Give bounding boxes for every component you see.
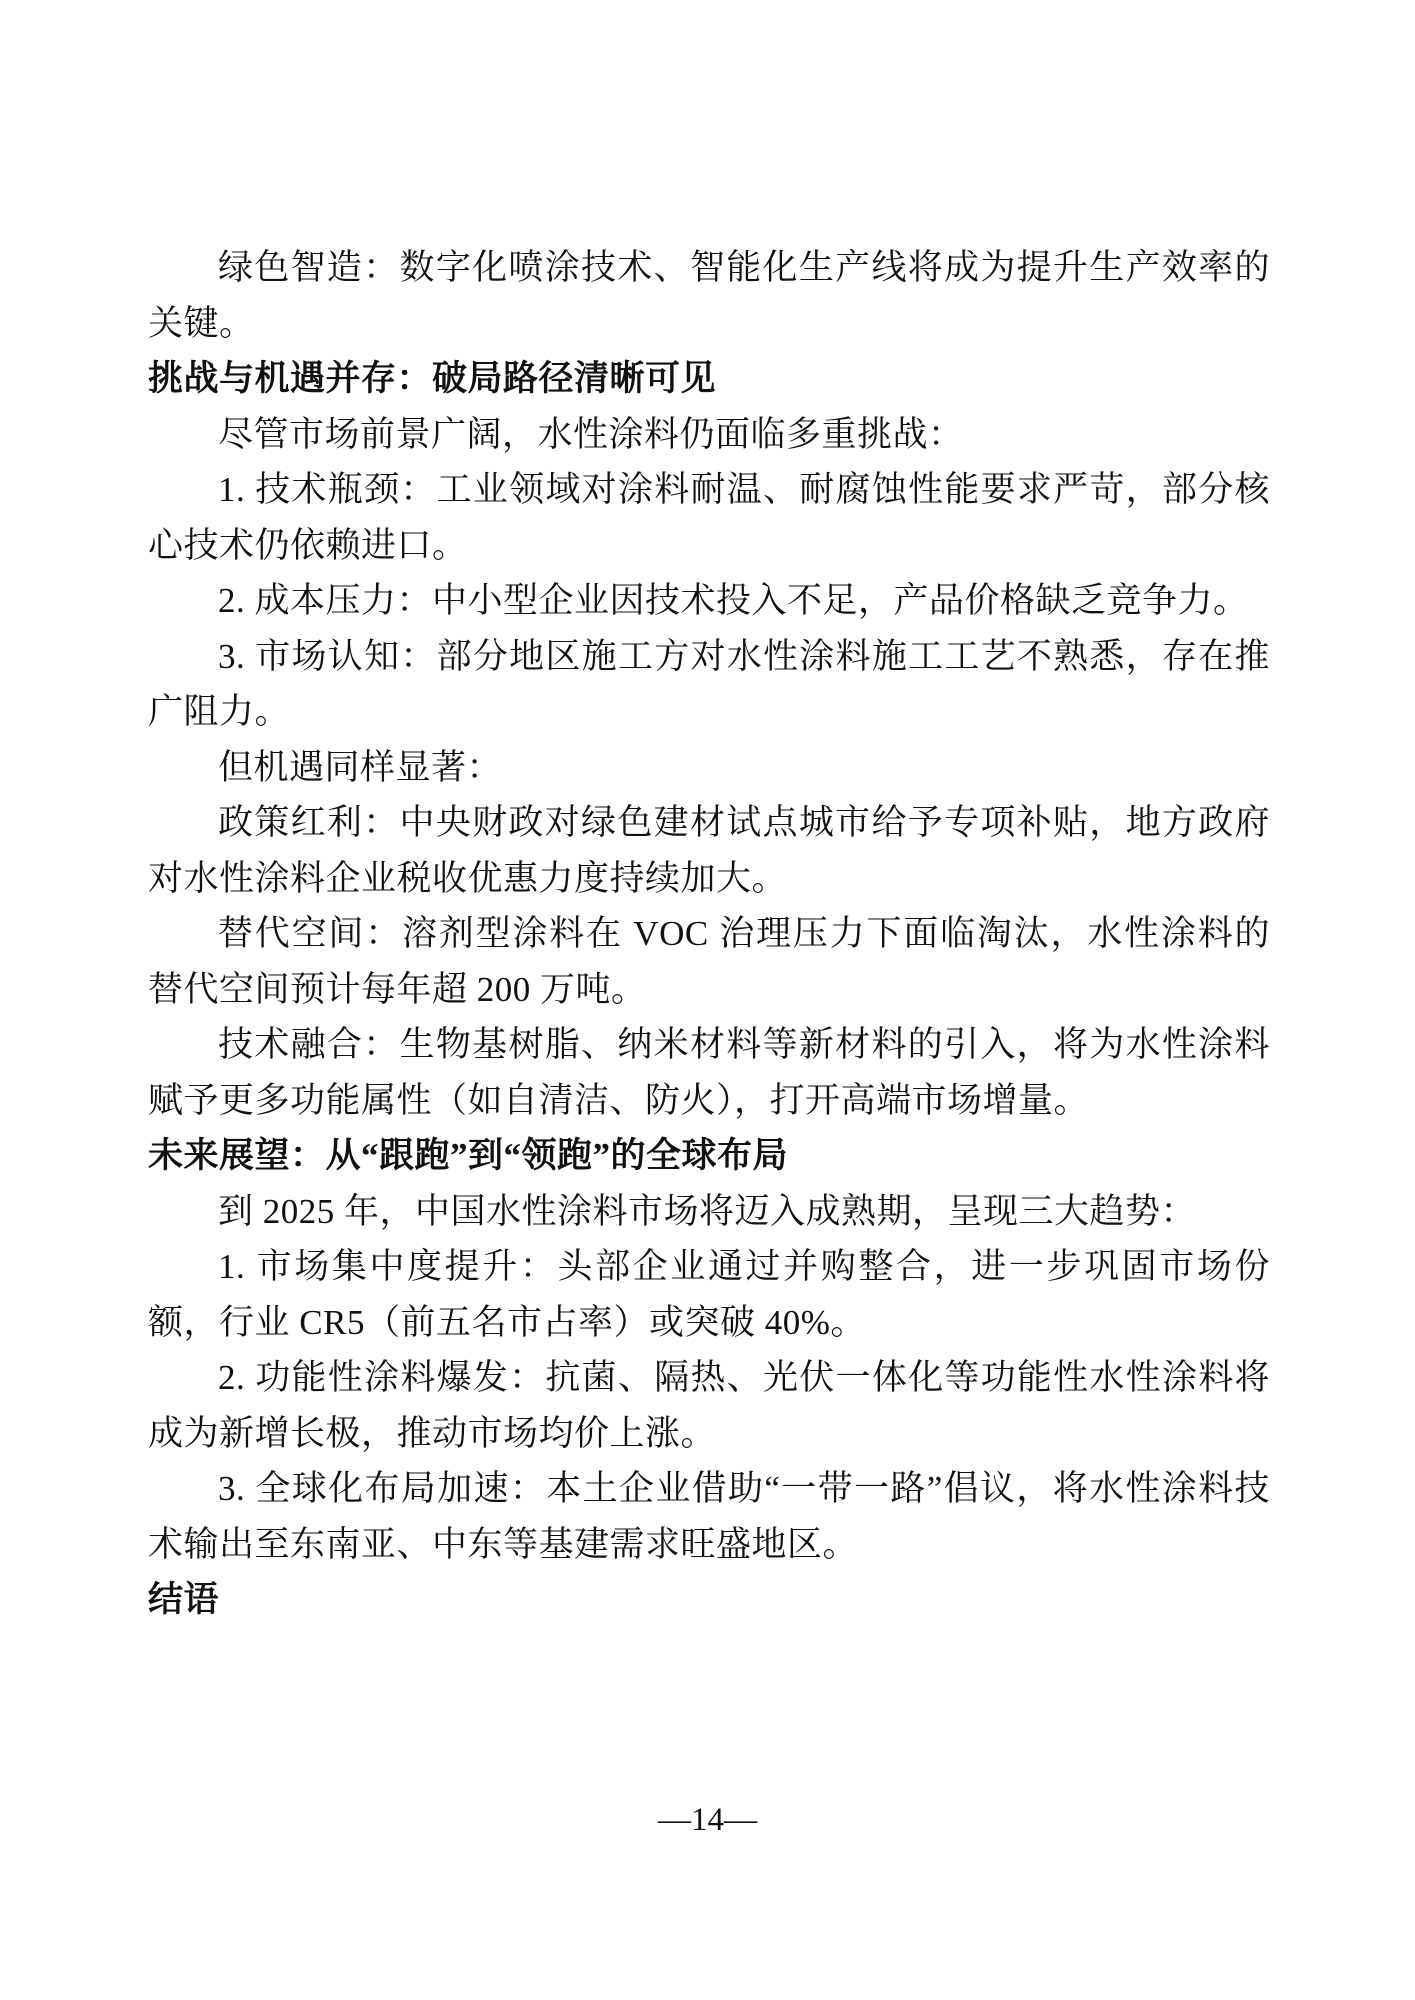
- body-paragraph: 绿色智造：数字化喷涂技术、智能化生产线将成为提升生产效率的关键。: [148, 248, 1270, 343]
- page-number: —14—: [658, 1802, 757, 1838]
- body-paragraph: 1. 技术瓶颈：工业领域对涂料耐温、耐腐蚀性能要求严苛，部分核心技术仍依赖进口。: [148, 470, 1270, 565]
- body-paragraph: 3. 市场认知：部分地区施工方对水性涂料施工工艺不熟悉，存在推广阻力。: [148, 636, 1270, 731]
- body-paragraph: 2. 成本压力：中小型企业因技术投入不足，产品价格缺乏竞争力。: [218, 581, 1249, 620]
- document-content: [148, 240, 1270, 1628]
- body-paragraph: 2. 功能性涂料爆发：抗菌、隔热、光伏一体化等功能性水性涂料将成为新增长极，推动市场均价上涨。: [148, 1358, 1270, 1453]
- body-paragraph: 到 2025 年，中国水性涂料市场将迈入成熟期，呈现三大趋势：: [218, 1191, 1197, 1231]
- body-paragraph: 政策红利：中央财政对绿色建材试点城市给予专项补贴，地方政府对水性涂料企业税收优惠力度持续加大。: [148, 803, 1270, 898]
- body-paragraph: 技术融合：生物基树脂、纳米材料等新材料的引入，将为水性涂料赋予更多功能属性（如自清洁、防火），打开高端市场增量。: [148, 1025, 1270, 1120]
- section-heading: 挑战与机遇并存：破局路径清晰可见: [148, 359, 717, 398]
- body-paragraph: 1. 市场集中度提升：头部企业通过并购整合，进一步巩固市场份额，行业 CR5（前五名市占率）或突破 40%。: [148, 1247, 1270, 1342]
- section-heading: 结语: [148, 1580, 220, 1619]
- body-paragraph: 替代空间：溶剂型涂料在 VOC 治理压力下面临淘汰，水性涂料的替代空间预计每年超 200 万吨。: [148, 914, 1270, 1009]
- body-paragraph: 3. 全球化布局加速：本土企业借助“一带一路”倡议，将水性涂料技术输出至东南亚、中东等基建需求旺盛地区。: [148, 1469, 1270, 1564]
- body-paragraph: 尽管市场前景广阔，水性涂料仍面临多重挑战：: [218, 414, 964, 454]
- page-footer: [0, 1800, 1415, 1840]
- section-heading: 未来展望：从“跟跑”到“领跑”的全球布局: [148, 1136, 789, 1175]
- body-paragraph: 但机遇同样显著：: [218, 747, 503, 787]
